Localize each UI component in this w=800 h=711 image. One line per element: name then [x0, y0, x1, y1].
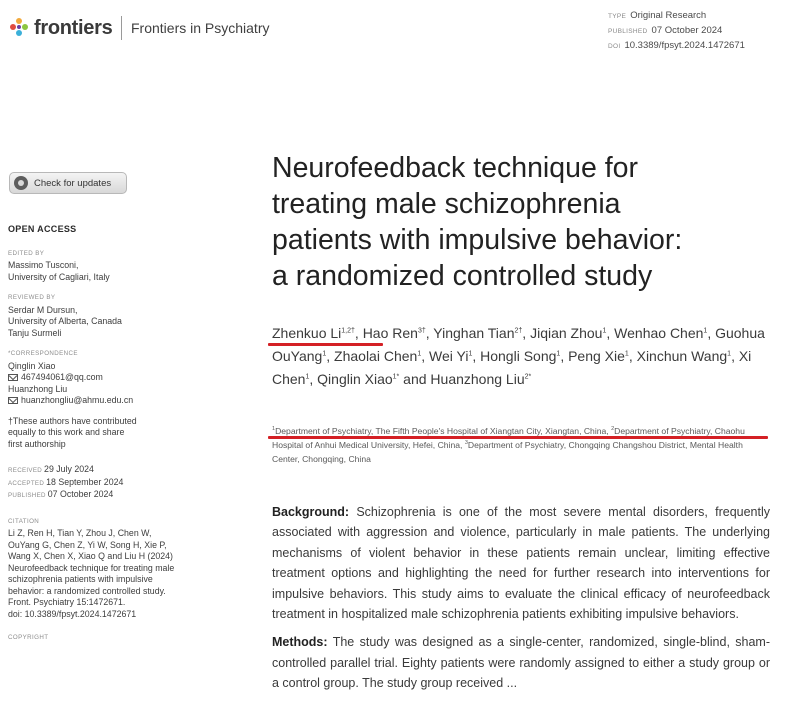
check-for-updates-button[interactable]	[9, 172, 127, 194]
edited-by-label: EDITED BY	[8, 249, 45, 257]
author-name[interactable]: Wenhao Chen	[614, 325, 704, 341]
author-affiliation-marker: 3†	[417, 327, 426, 335]
header-divider	[121, 16, 122, 40]
author-name[interactable]: Hongli Song	[480, 348, 557, 364]
abstract	[272, 502, 770, 702]
citation-line: Neurofeedback technique for treating male	[8, 562, 175, 573]
author-name[interactable]: Qinglin Xiao	[317, 371, 393, 387]
citation-doi[interactable]: doi: 10.3389/fpsyt.2024.1472671	[8, 608, 137, 619]
author-affiliation-marker: 1	[624, 350, 629, 358]
author-affiliation-marker: 1	[602, 327, 607, 335]
published-value: 07 October 2024	[651, 25, 723, 36]
author-affiliation-marker: 1	[703, 327, 708, 335]
author-name[interactable]: Zhaolai Chen	[334, 348, 418, 364]
correspondence-label: *CORRESPONDENCE	[8, 350, 78, 357]
note-line: first authorship	[8, 438, 66, 449]
author-name[interactable]: Wei Yi	[429, 348, 469, 364]
published-label: PUBLISHED	[8, 492, 46, 499]
affiliations	[272, 424, 772, 466]
author-name[interactable]: Huanzhong Liu	[430, 371, 525, 387]
article-title	[272, 150, 792, 294]
title-line: patients with impulsive behavior:	[272, 224, 683, 256]
author-name[interactable]: Zhenkuo Li	[272, 325, 342, 341]
author-name[interactable]: Peng Xie	[568, 348, 625, 364]
abstract-methods	[272, 632, 770, 693]
affiliation-text: Department of Psychiatry, Chongqing Changshou District, Mental Health Center, Chongqing, China	[272, 440, 743, 464]
methods-text: The study was designed as a single-center, randomized, single-blind, sham-controlled parallel trial. Eighty patients were randomly assigned to either a study group or a control group. The study group received ...	[272, 635, 770, 691]
doi-link[interactable]: 10.3389/fpsyt.2024.1472671	[624, 40, 745, 51]
affiliation-marker: 2	[611, 426, 615, 433]
title-line: treating male schizophrenia	[272, 188, 621, 220]
background-heading: Background:	[272, 505, 350, 519]
author-list: Zhenkuo $Li^{1,2\dagger}$, Hao Ren$^{3\dagger}$, Yinghan Tian$^{2\dagger}$, Jiqian Zhou$^1$, Wenhao Chen$^1$, Guohua OuYang$^1$, Zhaolai Chen$^1$, Wei Yi$^1$, Hongli Song$^1$, Peng Xie$^1$, Xinchun Wang$^1$, Xi Chen$^1$, Qinglin Xiao$^{1*}$ and Huanzhong Liu$^{2*}$	[272, 325, 765, 387]
accepted-label: ACCEPTED	[8, 479, 45, 487]
dates-section	[8, 464, 208, 502]
citation-section	[8, 516, 208, 621]
published-label: PUBLISHED	[608, 28, 648, 35]
author-affiliation-marker: 1	[305, 373, 310, 381]
author-affiliation-marker: 2*	[524, 373, 532, 381]
frontiers-logo[interactable]	[10, 14, 112, 42]
note-line: †These authors have contributed	[8, 415, 137, 426]
citation-line: Wang X, Chen X, Xiao Q and Liu H (2024)	[8, 551, 173, 561]
title-line: a randomized controlled study	[272, 260, 653, 292]
author-name[interactable]: Guohua OuYang	[272, 325, 765, 364]
doi-label: DOI	[608, 43, 621, 50]
type-value: Original Research	[630, 10, 707, 21]
author-affiliation-marker: 2†	[514, 327, 523, 335]
received-date: 29 July 2024	[44, 464, 94, 474]
email-icon	[8, 374, 18, 381]
correspondent-email[interactable]	[8, 372, 208, 384]
received-label: RECEIVED	[8, 467, 43, 474]
open-access-label: OPEN ACCESS	[8, 224, 77, 234]
editor-name: Massimo Tusconi,	[8, 260, 79, 270]
author-affiliation-marker: 1*	[392, 373, 400, 381]
published-date: 07 October 2024	[47, 489, 114, 499]
correspondence-section	[8, 348, 208, 407]
type-label: TYPE	[608, 13, 627, 20]
correspondent-email[interactable]	[8, 395, 208, 407]
crossmark-icon	[14, 176, 28, 190]
email-icon	[8, 397, 18, 404]
author-affiliation-marker: 1	[727, 350, 732, 358]
author-affiliation-marker: 1	[556, 350, 561, 358]
frontiers-logo-icon	[10, 18, 30, 38]
author-affiliation-marker: 1,2†	[341, 327, 355, 335]
background-text: Schizophrenia is one of the most severe mental disorders, frequently associated with aggression and violence, particularly in male patients. The underlying mechanisms of violent behavior in these patients remain unclear, limiting effective treatment options and highlighting the need for further research into interventions for impulsive behaviors. This study aims to evaluate the clinical efficacy of neurofeedback treatment in hospitalized male schizophrenia patients exhibiting impulsive behaviors.	[272, 505, 770, 622]
citation-line: OuYang G, Chen Z, Yi W, Song H, Xie P,	[8, 539, 167, 550]
red-underline-annotation	[268, 343, 383, 346]
author-name[interactable]: Xinchun Wang	[636, 348, 728, 364]
author-name[interactable]: Hao Ren	[362, 325, 418, 341]
citation-line: behavior: a randomized controlled study.	[8, 585, 166, 596]
email-link[interactable]: huanzhongliu@ahmu.edu.cn	[21, 395, 134, 405]
author-affiliation-marker: 1	[322, 350, 327, 358]
citation-line: Front. Psychiatry 15:1472671.	[8, 597, 126, 607]
affiliation-marker: 1	[272, 426, 276, 433]
edited-by-section	[8, 248, 208, 284]
author-name[interactable]: Xi Chen	[272, 348, 752, 387]
check-for-updates-label: Check for updates	[34, 177, 112, 189]
citation-line: Li Z, Ren H, Tian Y, Zhou J, Chen W,	[8, 528, 152, 538]
reviewer-name: Tanju Surmeli	[8, 327, 62, 338]
reviewed-by-section	[8, 292, 208, 339]
email-link[interactable]: 467494061@qq.com	[21, 372, 103, 382]
affiliation-text: Department of Psychiatry, Chaohu Hospital of Anhui Medical University, Hefei, China,	[272, 426, 745, 450]
methods-heading: Methods:	[272, 635, 328, 650]
title-line: Neurofeedback technique for	[272, 152, 638, 184]
equal-contribution-note	[8, 416, 208, 451]
author-name[interactable]: Yinghan Tian	[433, 325, 515, 341]
citation-line: schizophrenia patients with impulsive	[8, 574, 153, 584]
journal-name[interactable]: Frontiers in Psychiatry	[131, 20, 270, 36]
affiliation-text: Department of Psychiatry, The Fifth People's Hospital of Xiangtan City, Xiangtan, China,	[275, 426, 612, 436]
accepted-date: 18 September 2024	[46, 476, 124, 487]
abstract-background	[272, 502, 770, 624]
affiliation-marker: 3	[464, 440, 468, 447]
editor-affiliation: University of Cagliari, Italy	[8, 271, 110, 282]
reviewed-by-label: REVIEWED BY	[8, 294, 56, 301]
red-underline-annotation	[268, 436, 768, 439]
logo-text: frontiers	[34, 16, 113, 39]
reviewer-affiliation: University of Alberta, Canada	[8, 316, 122, 326]
citation-label: CITATION	[8, 517, 40, 525]
reviewer-name: Serdar M Dursun,	[8, 304, 78, 315]
correspondent-name: Huanzhong Liu	[8, 383, 68, 394]
article-meta	[608, 9, 745, 54]
note-line: equally to this work and share	[8, 427, 125, 437]
author-affiliation-marker: 1	[468, 350, 473, 358]
correspondent-name: Qinglin Xiao	[8, 360, 56, 371]
article-sidebar	[8, 224, 208, 645]
author-name[interactable]: Jiqian Zhou	[530, 325, 603, 341]
copyright-label: COPYRIGHT	[8, 634, 49, 641]
author-affiliation-marker: 1	[417, 350, 422, 358]
